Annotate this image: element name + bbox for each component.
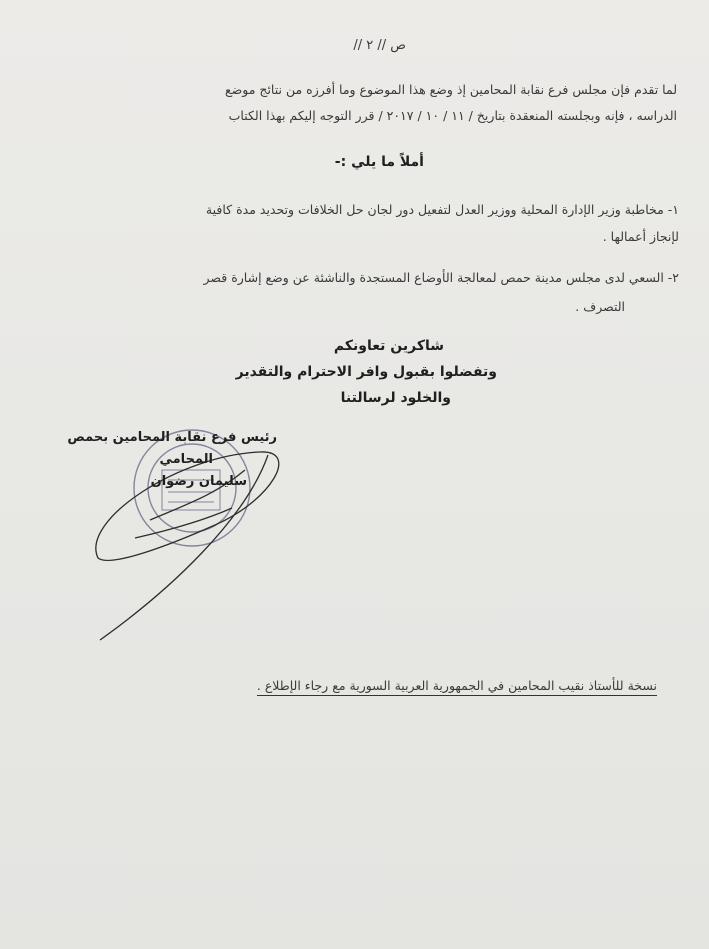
- hope-heading: أملاً ما يلي :-: [334, 154, 424, 170]
- item-2-line-2: التصرف .: [575, 299, 625, 314]
- closing-respect: وتفضلوا بقبول وافر الاحترام والتقدير: [235, 364, 497, 380]
- item-2-line-1: ٢- السعي لدى مجلس مدينة حمص لمعالجة الأوضاع المستجدة والناشئة عن وضع إشارة قصر: [203, 270, 679, 285]
- signatory-name: سليمان رضوان: [150, 474, 247, 489]
- intro-line-2: الدراسه ، فإنه وبجلسته المنعقدة بتاريخ / ١١ / ١٠ / ٢٠١٧ / قرر التوجه إليكم بهذا الكتاب: [228, 108, 677, 123]
- page-number: ص // ٢ //: [353, 38, 406, 53]
- closing-eternity: والخلود لرسالتنا: [340, 390, 451, 406]
- intro-line-1: لما تقدم فإن مجلس فرع نقابة المحامين إذ وضع هذا الموضوع وما أفرزه من نتائج موضع: [224, 82, 677, 97]
- item-1-line-2: لإنجاز أعمالها .: [602, 229, 679, 244]
- signatory-title: رئيس فرع نقابة المحامين بحمص: [67, 430, 277, 445]
- copy-note: نسخة للأستاذ نقيب المحامين في الجمهورية العربية السورية مع رجاء الإطلاع .: [257, 678, 657, 696]
- signatory-role: المحامي: [159, 452, 213, 467]
- closing-thanks: شاكرين تعاونكم: [333, 338, 444, 354]
- item-1-line-1: ١- مخاطبة وزير الإدارة المحلية ووزير العدل لتفعيل دور لجان حل الخلافات وتحديد مدة كافية: [205, 202, 679, 217]
